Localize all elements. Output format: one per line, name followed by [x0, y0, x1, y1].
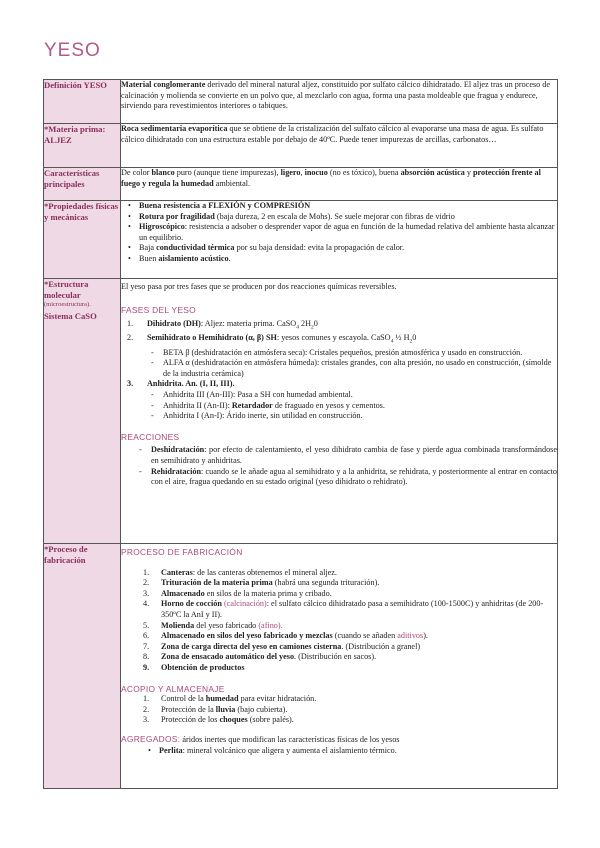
item-number: 2.	[127, 333, 134, 343]
list-item: 1. Dihidrato (DH): Aljez: materia prima. CaSO$_4$ $2H_20$	[127, 319, 318, 331]
item-text: (bajo cubierta).	[235, 704, 288, 714]
section-title-proceso: PROCESO DE FABRICACIÓN	[121, 547, 243, 557]
list-item: 2. Semihidrato o Hemihidrato (α, β) SH: yesos comunes y escayola. CaSO$_4$ ½ $H_20$	[127, 333, 417, 346]
section-title-fases: FASES DEL YESO	[121, 304, 196, 315]
row-label-proceso: *Proceso de fabricación	[44, 544, 121, 789]
estructura-label-sistema: Sistema CaSO	[44, 310, 97, 321]
page-title: YESO	[44, 40, 101, 61]
item-bold: Buena resistencia a FLEXIÓN y COMPRESIÓN	[139, 201, 311, 210]
list-item	[121, 694, 557, 705]
item-highlight: aditivos	[397, 631, 424, 641]
list-item	[139, 243, 557, 254]
list-item	[121, 715, 557, 726]
row-content-caracteristicas	[121, 168, 558, 201]
item-number: 7.	[143, 641, 150, 651]
item-bold: Almacenado	[161, 588, 205, 598]
list-item	[121, 642, 557, 653]
list-item	[163, 401, 557, 412]
materia-bold: Roca sedimentaria evaporítica	[121, 124, 228, 133]
list-item	[121, 589, 557, 600]
list-item: - Anhidrita I (An-I): Árido inerte, sin utilidad en construcción.	[163, 411, 557, 422]
semihidrato-sublist	[121, 348, 557, 380]
list-item	[121, 568, 557, 579]
item-text: : cuando se le añade agua al semihidrato y a la anhidrita, se rehidrata, y posteriormente al entrar en contacto con el aire, fragua quedando en su estado original (yeso dihidrato o rehidrato).	[151, 466, 557, 487]
list-item	[139, 222, 557, 243]
item-bold: choques	[219, 715, 248, 725]
list-item: - ALFA α (deshidratación en atmósfera húmeda): cristales grandes, con alta presión, no usado en construcción, (símolde de la industria cerámica)	[163, 358, 557, 379]
estructura-intro: El yeso pasa por tres fases que se producen por dos reacciones químicas reversibles.	[121, 282, 397, 291]
item-text: (habrá una segunda trituración).	[272, 578, 380, 588]
item-bold: Almacenado en silos del yeso fabricado y mezclas	[161, 631, 333, 641]
item-bold: Retardador	[231, 400, 273, 410]
fases-list-cont	[121, 379, 557, 390]
summary-table	[43, 79, 558, 789]
proceso-list	[121, 568, 557, 674]
row-content-materia	[121, 124, 558, 168]
item-bold: Zona de carga directa del yeso en camiones cisterna	[161, 641, 342, 651]
item-text: . (Distribución en sacos).	[294, 652, 377, 662]
list-item	[139, 212, 557, 223]
item-number: 3.	[143, 715, 150, 725]
agregados-text: áridos inertes que modifican las características físicas de los yesos	[180, 734, 400, 744]
table-row-estructura	[44, 279, 558, 544]
list-item	[121, 705, 557, 716]
item-bold: Higroscópico	[139, 222, 185, 232]
caract-bold: ligero	[280, 168, 301, 177]
table-row-proceso	[44, 544, 558, 789]
item-bold: Molienda	[161, 620, 195, 630]
item-number: 8.	[143, 652, 150, 662]
item-text: para evitar hidratación.	[238, 694, 317, 704]
item-number: 2.	[143, 704, 150, 714]
item-text: Protección de la	[161, 704, 216, 714]
item-number: 2.	[143, 578, 150, 588]
item-bold: aislamiento acústico	[158, 253, 229, 263]
item-text: : mineral volcánico que aligera y aumenta el aislamiento térmico.	[182, 745, 397, 755]
item-bold: Obtención de productos	[161, 662, 245, 672]
item-number: 1.	[127, 319, 134, 329]
item-text: ½ H	[393, 333, 410, 343]
item-bold: Zona de ensacado automático del yeso	[161, 652, 295, 662]
list-item	[121, 599, 557, 620]
item-number: 3.	[127, 379, 134, 389]
item-bold: humedad	[205, 694, 239, 704]
reacciones-list	[121, 445, 557, 487]
item-text: (sobre palés).	[247, 715, 294, 725]
acopio-list	[121, 694, 557, 726]
caract-text: De color	[121, 168, 152, 177]
item-number: 1.	[143, 567, 150, 577]
item-bold: Rotura por fragilidad	[139, 211, 215, 221]
row-label-propiedades: *Propiedades físicas y mecánicas	[44, 201, 121, 279]
item-number: 6.	[143, 631, 150, 641]
item-bold: lluvia	[215, 704, 236, 714]
section-title-acopio: ACOPIO Y ALMACENAJE	[121, 683, 225, 694]
caract-text: y	[464, 168, 473, 177]
list-item	[121, 652, 557, 663]
table-row-caracteristicas	[44, 168, 558, 201]
item-bold: Trituración de la materia prima	[161, 578, 273, 588]
item-text: 0	[313, 319, 318, 329]
item-text: (cuando se añaden	[332, 631, 398, 641]
caract-bold: inocuo	[304, 168, 328, 177]
item-text: Control de la	[161, 694, 206, 704]
item-text: 2H	[298, 319, 311, 329]
item-text: Anhidrita II (An-II):	[163, 400, 232, 410]
item-number: 9.	[143, 662, 150, 672]
item-text: en silos de la materia prima y cribado.	[204, 588, 332, 598]
section-title-reacciones: REACCIONES	[121, 431, 180, 442]
item-text: (baja dureza, 2 en escala de Mohs). Se suele mejorar con fibras de vidrio	[214, 211, 455, 221]
item-text: : el sulfato cálcico dihidratado pasa a semihidrato (100-1500C) y anhidritas (de 200-350ºC la AnI y II).	[161, 599, 544, 619]
row-content-proceso	[121, 544, 558, 789]
estructura-label: *Estructura molecular	[44, 279, 89, 300]
caract-bold: protección frente al fuego y regula la humedad	[121, 168, 541, 188]
item-bold: Horno de cocción	[161, 599, 222, 609]
caract-text: puro (aunque tiene impurezas),	[174, 168, 281, 177]
table-row-materia	[44, 124, 558, 168]
item-text: del yeso fabricado	[194, 620, 259, 630]
item-text: ).	[423, 631, 428, 641]
estructura-label-small: (microestructura).	[44, 301, 91, 308]
definicion-bold: Material conglomerante	[121, 80, 206, 89]
row-label-definicion: Definición YESO	[44, 80, 121, 124]
agregados-list	[121, 746, 557, 757]
item-bold: Deshidratación	[151, 445, 205, 455]
row-label-materia: *Materia prima: ALJEZ	[44, 124, 121, 168]
item-bold: conductividad térmica	[156, 243, 235, 253]
item-number: 1.	[143, 694, 150, 704]
list-item: - Anhidrita III (An-III): Pasa a SH con humedad ambiental.	[163, 390, 557, 401]
item-bold: Semihidrato o Hemihidrato (α, β) SH	[147, 333, 277, 343]
item-number: 4.	[143, 599, 150, 609]
list-item	[121, 578, 557, 589]
item-text: : de las canteras obtenemos el mineral aljez.	[192, 567, 337, 577]
caract-text: (no es tóxico), buena	[327, 168, 401, 177]
caract-bold: absorción acústica	[400, 168, 465, 177]
item-text: Baja	[139, 243, 157, 253]
materia-text: que se obtiene de la cristalización del sulfato cálcico al evaporarse una masa de agua. Es sulfato cálcico dihidratado con una estructura estable por debajo de 40ºC. Puede tener impurezas de arcillas, carbonatos…	[121, 124, 544, 144]
list-item	[139, 201, 557, 212]
section-title-agregados: AGREGADOS:	[121, 733, 181, 744]
list-item: - BETA β (deshidratación en atmósfera seca): Cristales pequeños, presión atmosférica y usado en construcción.	[163, 348, 557, 359]
item-text: por su baja densidad: evita la propagación de calor.	[234, 243, 405, 253]
item-text: : yesos comunes y escayola. CaSO	[276, 333, 391, 343]
item-text: Protección de los	[161, 715, 220, 725]
item-bold: Canteras	[161, 567, 193, 577]
item-text: Buen	[139, 253, 159, 263]
list-item	[151, 445, 557, 466]
propiedades-list	[121, 201, 557, 265]
anhidrita-sublist	[121, 390, 557, 422]
item-text: de fraguado en yesos y cementos.	[272, 400, 385, 410]
item-number: 3.	[143, 588, 150, 598]
row-content-estructura	[121, 279, 558, 544]
item-highlight: (afino).	[258, 620, 283, 630]
list-item	[121, 379, 557, 390]
item-highlight: (calcinación)	[221, 599, 267, 609]
table-row-definicion	[44, 80, 558, 124]
item-text: .	[228, 253, 231, 263]
table-row-propiedades	[44, 201, 558, 279]
list-item	[151, 467, 557, 488]
fases-list	[121, 319, 557, 347]
list-item	[121, 631, 557, 642]
item-bold: Perlita	[159, 745, 183, 755]
caract-bold: blanco	[151, 168, 175, 177]
item-text: . (Distribución a granel)	[341, 641, 421, 651]
list-item	[159, 746, 557, 757]
row-label-estructura	[44, 279, 121, 544]
definicion-text: derivado del mineral natural aljez, constituido por sulfato cálcico dihidratado. El aljez tras un proceso de calcinación y molienda se convierte en un polvo que, al mezclarlo con agua, forma una pasta moldeable que fragua y endurece, sirviendo para revestimientos interiores o tabiques.	[121, 80, 551, 111]
row-content-propiedades	[121, 201, 558, 279]
list-item	[139, 254, 557, 265]
item-text: : resistencia a adsober o desprender vapor de agua en función de la humedad relativa del ambiente hasta alcanzar un equilibrio.	[139, 222, 555, 242]
item-text: 0	[412, 333, 417, 343]
item-bold: Anhidrita. An. (I, II, III).	[147, 379, 235, 389]
item-bold: Rehidratación	[151, 466, 202, 476]
item-bold: Dihidrato (DH)	[147, 319, 201, 329]
row-label-caracteristicas: Características principales	[44, 168, 121, 201]
agregados-line	[121, 734, 557, 746]
caract-text: ambiental.	[213, 178, 251, 188]
item-text: : Aljez: materia prima. CaSO	[200, 319, 297, 329]
caract-text: ,	[300, 168, 305, 177]
row-content-definicion	[121, 80, 558, 124]
list-item	[121, 621, 557, 632]
item-text: : por efecto de calentamiento, el yeso dihidrato cambia de fase y pierde agua combinada transformándose en semihidrato y anhidritas.	[151, 445, 557, 465]
item-number: 5.	[143, 620, 150, 630]
list-item	[121, 663, 557, 674]
